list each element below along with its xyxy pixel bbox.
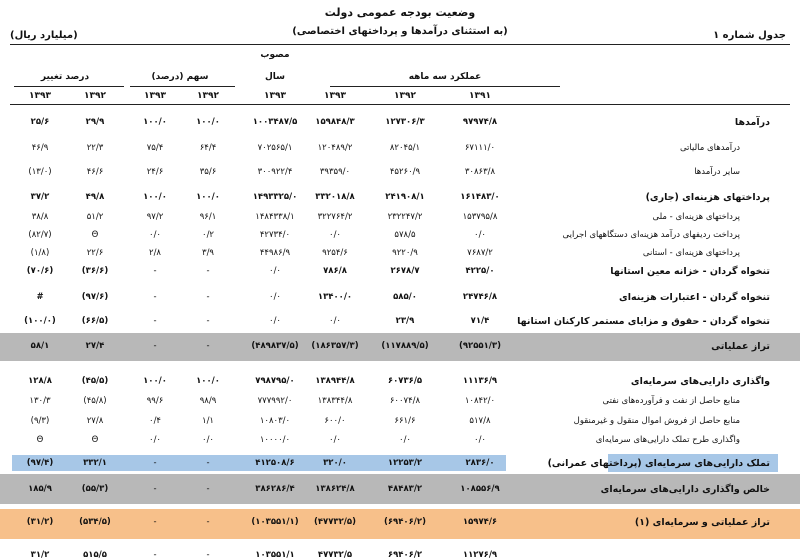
cell: (۱۰۳۵۵۱/۱) (251, 517, 299, 527)
cell: ۰/۰ (399, 435, 411, 445)
cell: ۳/۹ (202, 248, 214, 258)
cell: ۲۳/۹ (395, 316, 415, 326)
cell: ۴۹/۸ (85, 192, 105, 202)
cell: ۰/۴ (149, 416, 161, 426)
cell: ۰/۰ (329, 316, 341, 326)
cell: (۶۹۴۰۶/۲) (383, 517, 426, 527)
cell: ۱۰۸۴۲/۰ (464, 396, 496, 406)
cell: (۹۷/۴) (26, 458, 54, 468)
cell: ۶۶۱/۶ (394, 416, 416, 426)
cell: ۱۲۲۵۳/۲ (387, 458, 423, 468)
cell: ۰/۲ (202, 230, 214, 240)
cell: ۰/۰ (269, 292, 281, 302)
performance-underline (330, 86, 560, 87)
cell: ۴۸۴۸۳/۲ (387, 484, 423, 494)
header-approved-bottom: سال (264, 72, 286, 82)
cell: - (153, 266, 157, 276)
row-label: واگذاری دارایی‌های سرمایه‌ای (630, 376, 770, 387)
cell: (۱۳/۰) (28, 167, 52, 177)
cell: (۳۶/۶) (81, 266, 109, 276)
cell: - (153, 458, 157, 468)
cell: ۱۸۵/۹ (28, 484, 52, 494)
year-c3: ۱۳۹۳ (324, 91, 346, 101)
row-label: خالص واگذاری دارایی‌های سرمایه‌ای (600, 484, 770, 495)
cell: ۹۷/۲ (146, 212, 164, 222)
cell: (۴۷۷۳۲/۵) (313, 517, 356, 527)
cell: ۲۵/۶ (30, 117, 50, 127)
cell: ۴۵۲۶۰/۹ (389, 167, 421, 177)
cell: ۴۲۲۵/۰ (465, 266, 495, 276)
cell: ۴۲۷۳۴/۰ (259, 230, 291, 240)
cell: (۶۶/۵) (81, 316, 109, 326)
year-c6: ۱۳۹۳ (144, 91, 166, 101)
cell: ۲۳۲۲۴۷/۲ (387, 212, 423, 222)
cell: - (206, 341, 210, 351)
header-approved-top: مصوب (260, 50, 290, 60)
cell: ۰/۰ (269, 316, 281, 326)
cell: ۲۴۷۴۶/۸ (462, 292, 498, 302)
cell: ۳۳۲/۱ (83, 458, 107, 468)
cell: ۳۰۸۶۳/۸ (464, 167, 496, 177)
cell: ۲۷/۸ (86, 416, 104, 426)
row-label: منابع حاصل از فروش اموال منقول و غیرمنقول (573, 416, 740, 426)
cell: ۰/۰ (202, 435, 214, 445)
year-c7: ۱۳۹۲ (84, 91, 106, 101)
share-underline (130, 86, 235, 87)
cell: ۷۷۷۹۹۲/۰ (257, 396, 293, 406)
cell: (۵۵/۳) (81, 484, 109, 494)
cell: ۴۷۷۳۲/۵ (317, 550, 353, 560)
cell: - (153, 484, 157, 494)
cell: ۹۲۵۴/۶ (322, 248, 348, 258)
row-label: واگذاری طرح تملک دارایی‌های سرمایه‌ای (595, 435, 740, 445)
cell: Θ (91, 435, 99, 445)
cell: - (153, 517, 157, 527)
cell: ۹۷۹۷۴/۸ (462, 117, 498, 127)
row-label: تراز عملیاتی و سرمایه‌ای (۱) (634, 517, 770, 528)
header-change: درصد تغییر (40, 72, 90, 82)
cell: - (153, 550, 157, 560)
cell: ۲۹/۹ (85, 117, 105, 127)
cell: (۹۲۵۵۱/۳) (458, 341, 501, 351)
cell: # (36, 292, 44, 302)
cell: ۰/۰ (149, 230, 161, 240)
cell: Θ (36, 435, 44, 445)
cell: (۴۵/۸) (83, 396, 107, 406)
cell: ۱۱۱۳۶/۹ (462, 376, 498, 386)
cell: (۷۰/۶) (26, 266, 54, 276)
row-label: تراز عملیاتی (711, 341, 770, 352)
row-label: درآمدهای مالیاتی (679, 143, 740, 153)
cell: (۱۸۶۳۵۷/۳) (311, 341, 359, 351)
cell: (۱۰۰/۰) (24, 316, 56, 326)
cell: ۱۵۹۸۴۸/۳ (315, 117, 355, 127)
cell: (۴۵/۵) (81, 376, 109, 386)
cell: (۹/۳) (30, 416, 50, 426)
cell: ۲۲/۶ (86, 248, 104, 258)
page-title: وضعیت بودجه عمومی دولت (324, 6, 476, 19)
cell: ۱۳۸۳۴۴/۸ (317, 396, 353, 406)
cell: ۱۳۰/۳ (29, 396, 51, 406)
table-number: جدول شماره ۱ (713, 30, 786, 41)
year-c8: ۱۳۹۳ (29, 91, 51, 101)
header-share: سهم (درصد) (151, 72, 209, 82)
cell: ۰/۰ (269, 266, 281, 276)
cell: ۱۰۰/۰ (196, 192, 220, 202)
cell: ۵۸/۱ (30, 341, 50, 351)
cell: ۱۴۸۴۳۳۸/۱ (255, 212, 295, 222)
cell: (۸۲/۷) (28, 230, 52, 240)
cell: ۱۰۰۳۴۸۷/۵ (252, 117, 298, 127)
cell: ۴۶/۹ (31, 143, 49, 153)
cell: - (153, 341, 157, 351)
cell: ۴۶/۶ (86, 167, 104, 177)
cell: ۱۶۱۴۸۳/۰ (460, 192, 500, 202)
cell: ۳۳۲۰۱۸/۸ (315, 192, 355, 202)
cell: ۹۸/۹ (199, 396, 217, 406)
cell: ۰/۰ (329, 435, 341, 445)
cell: - (206, 550, 210, 560)
cell: ۱۵۹۷۴/۶ (462, 517, 498, 527)
cell: (۹۷/۶) (81, 292, 109, 302)
header-top-rule (10, 44, 790, 45)
cell: ۱۳۸۶۲۴/۸ (315, 484, 355, 494)
cell: ۳۲۲۷۶۴/۲ (317, 212, 353, 222)
cell: ۰/۰ (474, 435, 486, 445)
cell: ۱۰۰۰۰/۰ (259, 435, 291, 445)
cell: ۷۸۶/۸ (323, 266, 347, 276)
cell: ۵۱۵/۵ (83, 550, 107, 560)
cell: ۱۲۰۴۸۹/۲ (317, 143, 353, 153)
row-label: تنخواه گردان - حقوق و مزایای مستمر کارکنان استانها (517, 316, 770, 327)
cell: ۲۴۱۹۰۸/۱ (385, 192, 425, 202)
row-label: پرداخت ردیفهای درآمد هزینه‌ای دستگاههای اجرایی (562, 230, 740, 240)
cell: - (206, 266, 210, 276)
cell: ۳۷/۲ (30, 192, 50, 202)
cell: ۳۸/۸ (31, 212, 49, 222)
cell: ۳۰۰۹۲۲/۴ (257, 167, 293, 177)
year-c5: ۱۳۹۲ (197, 91, 219, 101)
row-label: منابع حاصل از نفت و فرآورده‌های نفتی (602, 396, 740, 406)
cell: ۱۰۰/۰ (143, 376, 167, 386)
cell: ۷۵/۴ (146, 143, 164, 153)
cell: ۲۴/۶ (146, 167, 164, 177)
cell: - (153, 316, 157, 326)
header-performance: عملکرد سه ماهه (408, 72, 482, 82)
cell: (۴۸۹۸۳۷/۵) (251, 341, 299, 351)
cell: ۶۰۰۷۴/۸ (389, 396, 421, 406)
cell: - (153, 292, 157, 302)
cell: - (206, 316, 210, 326)
cell: - (206, 517, 210, 527)
cell: ۷۹۸۷۹۵/۰ (255, 376, 295, 386)
cell: ۴۱۲۵۰۸/۶ (255, 458, 295, 468)
cell: ۷۱/۴ (470, 316, 490, 326)
row-label: تنخواه گردان - خزانه معین استانها (610, 266, 770, 277)
cell: ۲۷/۴ (85, 341, 105, 351)
cell: ۱۰۰/۰ (143, 117, 167, 127)
cell: ۲/۸ (149, 248, 161, 258)
cell: ۹۲۲۰/۹ (392, 248, 418, 258)
cell: ۲۸۳۶/۰ (465, 458, 495, 468)
cell: ۱۰۰/۰ (196, 117, 220, 127)
cell: ۱۱۲۷۶/۹ (462, 550, 498, 560)
cell: ۱۰۰/۰ (143, 192, 167, 202)
cell: ۹۶/۱ (199, 212, 217, 222)
cell: ۱۴۹۳۳۲۵/۰ (252, 192, 298, 202)
cell: ۶۷۱۱۱/۰ (464, 143, 496, 153)
cell: ۱۲۸/۸ (28, 376, 52, 386)
cell: ۱۰۸۵۵۶/۹ (460, 484, 500, 494)
cell: ۱۳۴۰۰/۰ (317, 292, 353, 302)
cell: (۱۱۷۸۸۹/۵) (381, 341, 429, 351)
row-label: سایر درآمدها (694, 167, 740, 177)
page-subtitle: (به استثنای درآمدها و پرداختهای اختصاصی) (292, 26, 508, 37)
unit-label: (میلیارد ریال) (10, 30, 78, 41)
row-label: پرداختهای هزینه‌ای - ملی (652, 212, 740, 222)
cell: ۵۱/۲ (86, 212, 104, 222)
cell: ۱۰۰/۰ (196, 376, 220, 386)
cell: ۱۰۳۵۵۱/۱ (255, 550, 295, 560)
cell: ۲۲/۳ (86, 143, 104, 153)
cell: Θ (91, 230, 99, 240)
cell: ۵۷۸/۵ (394, 230, 416, 240)
cell: - (206, 292, 210, 302)
cell: ۱۵۳۷۹۵/۸ (462, 212, 498, 222)
row-label: تملک دارایی‌های سرمایه‌ای (پرداختهای عمرانی) (547, 458, 770, 469)
cell: ۶۴/۴ (199, 143, 217, 153)
cell: ۱/۱ (202, 416, 214, 426)
cell: - (206, 484, 210, 494)
cell: (۵۳۴/۵) (79, 517, 111, 527)
change-underline (14, 86, 124, 87)
cell: ۲۶۷۸/۷ (390, 266, 420, 276)
cell: ۱۰۸۰۳/۰ (259, 416, 291, 426)
cell: ۳۲۰/۰ (323, 458, 347, 468)
cell: ۶۹۴۰۶/۲ (387, 550, 423, 560)
year-c1: ۱۳۹۱ (469, 91, 491, 101)
cell: ۳۹۳۵۹/۰ (319, 167, 351, 177)
cell: ۱۲۷۳۰۶/۳ (385, 117, 425, 127)
cell: ۹۹/۶ (146, 396, 164, 406)
cell: - (206, 458, 210, 468)
cell: ۵۱۷/۸ (469, 416, 491, 426)
cell: (۳۱/۲) (26, 517, 54, 527)
header-bottom-rule (10, 104, 790, 105)
cell: ۷۶۸۷/۲ (467, 248, 493, 258)
cell: ۸۲۰۴۵/۱ (389, 143, 421, 153)
row-label: تنخواه گردان - اعتبارات هزینه‌ای (619, 292, 770, 303)
year-c4: ۱۳۹۳ (264, 91, 286, 101)
row-label: پرداختهای هزینه‌ای - استانی (642, 248, 740, 258)
cell: ۰/۰ (329, 230, 341, 240)
cell: ۵۸۵/۰ (393, 292, 417, 302)
cell: (۱/۸) (30, 248, 50, 258)
cell: ۴۴۹۸۶/۹ (259, 248, 291, 258)
cell: ۰/۰ (474, 230, 486, 240)
year-c2: ۱۳۹۲ (394, 91, 416, 101)
row-label: درآمدها (734, 117, 770, 128)
cell: ۳۸۶۲۸۶/۴ (255, 484, 295, 494)
cell: ۳۱/۲ (30, 550, 50, 560)
cell: ۳۵/۶ (199, 167, 217, 177)
cell: ۱۳۸۹۴۴/۸ (315, 376, 355, 386)
cell: ۶۰۰/۰ (324, 416, 346, 426)
cell: ۷۰۲۵۶۵/۱ (257, 143, 293, 153)
row-label: پرداختهای هزینه‌ای (جاری) (645, 192, 770, 203)
cell: ۶۰۷۳۶/۵ (387, 376, 423, 386)
cell: ۰/۰ (149, 435, 161, 445)
